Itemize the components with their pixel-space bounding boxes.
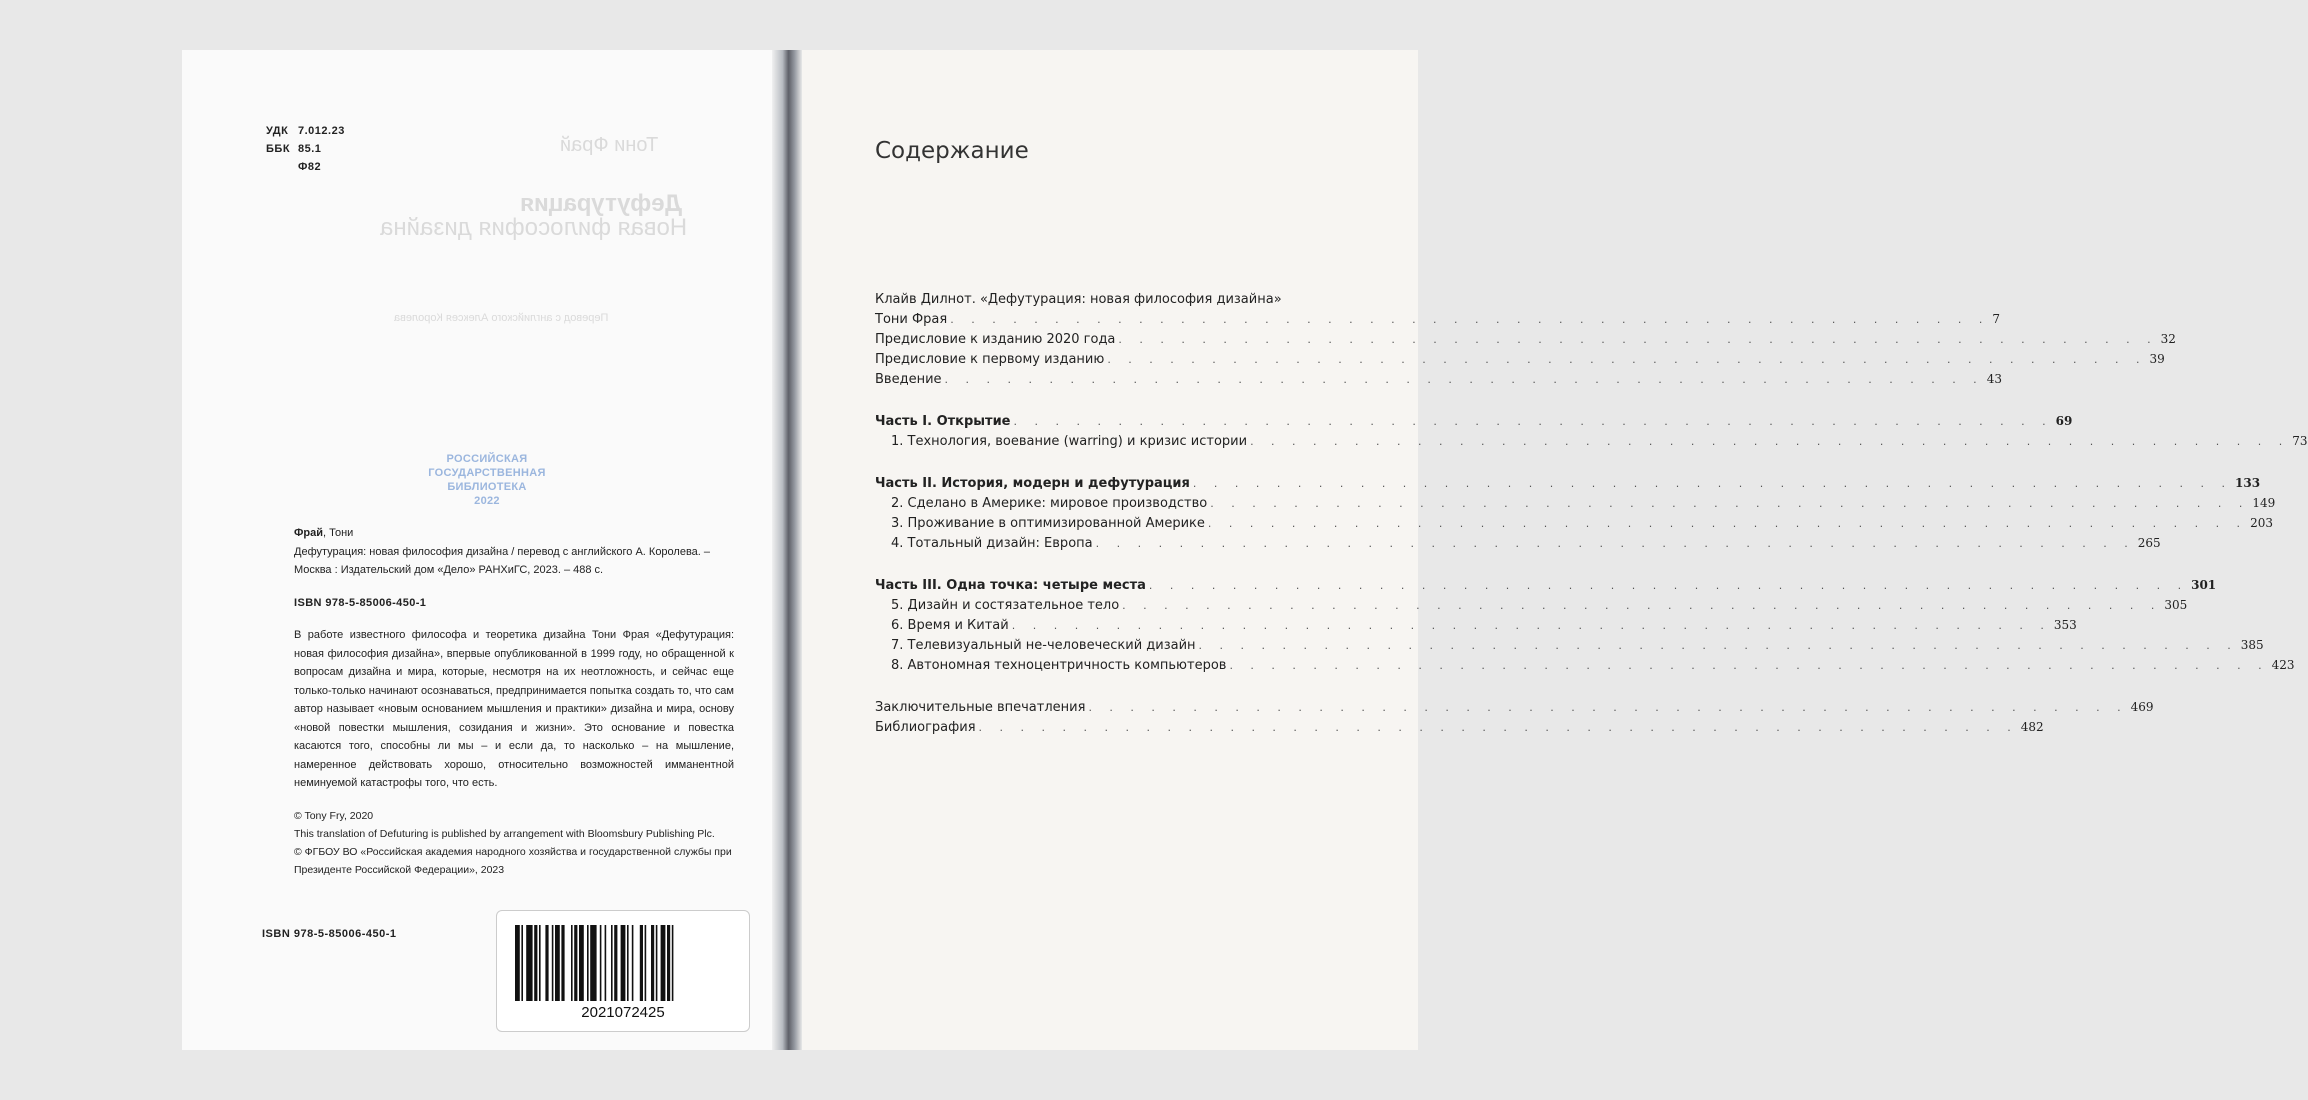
- toc-entry-title: Тони Фрая: [875, 312, 948, 327]
- book-gutter: [772, 50, 802, 1050]
- toc-entry: [875, 372, 2002, 392]
- toc-entry: [875, 434, 2308, 454]
- barcode-bar: [539, 925, 541, 1001]
- toc-leader-dots: . . . . . . . . . . . . . . . . . . . . . . . . . . . . . . . . . . . . . . . . . . . . . . . . . .: [1210, 497, 2250, 510]
- toc-leader-dots: . . . . . . . . . . . . . . . . . . . . . . . . . . . . . . . . . . . . . . . . . . . . . . . . . .: [1148, 579, 2189, 592]
- toc-entry-title: Введение: [875, 372, 942, 387]
- isbn: ISBN 978-5-85006-450-1: [294, 596, 427, 609]
- bibliographic-record: [294, 524, 734, 879]
- toc-leader-dots: . . . . . . . . . . . . . . . . . . . . . . . . . . . . . . . . . . . . . . . . . . . . . . . . . .: [950, 313, 1990, 326]
- barcode-bar: [552, 925, 554, 1001]
- toc-gap: [875, 556, 1355, 578]
- toc-entry-title: 5. Дизайн и состязательное тело: [891, 598, 1120, 613]
- toc-entry-title: 7. Телевизуальный не-человеческий дизайн: [891, 638, 1196, 653]
- barcode-bar: [545, 925, 548, 1001]
- toc-part-entry: [875, 476, 2261, 496]
- toc-page-number: 385: [2240, 638, 2264, 652]
- udk-code: УДК 7.012.23: [266, 125, 345, 137]
- toc-entry: [875, 352, 2165, 372]
- toc-entry: [875, 516, 2273, 536]
- barcode-bar: [667, 925, 670, 1001]
- bleed-through-title: Дефутурация: [520, 190, 682, 217]
- toc-part-entry: [875, 578, 2217, 598]
- barcode-bar: [627, 925, 629, 1001]
- toc-entry-title: Часть I. Открытие: [875, 414, 1011, 429]
- barcode-icon: [513, 925, 733, 1003]
- contents-page: [802, 50, 2308, 1050]
- bibliographic-description: Дефутурация: новая философия дизайна / перевод с английского А. Королева. – Москва : Издательский дом «Дело» РАНХиГС, 2023. – 488 с.: [294, 545, 711, 576]
- toc-page-number: 305: [2164, 598, 2188, 612]
- toc-leader-dots: . . . . . . . . . . . . . . . . . . . . . . . . . . . . . . . . . . . . . . . . . . . . . . . . . .: [1192, 477, 2233, 490]
- barcode-bar: [574, 925, 577, 1001]
- toc-leader-dots: . . . . . . . . . . . . . . . . . . . . . . . . . . . . . . . . . . . . . . . . . . . . . . . . . .: [1107, 353, 2147, 366]
- barcode-bar: [526, 925, 532, 1001]
- toc-gap: [875, 454, 1355, 476]
- barcode-bar: [656, 925, 658, 1001]
- barcode-bar: [555, 925, 560, 1001]
- barcode-bar: [521, 925, 523, 1001]
- toc-leader-dots: . . . . . . . . . . . . . . . . . . . . . . . . . . . . . . . . . . . . . . . . . . . . . . . . . .: [1250, 435, 2290, 448]
- abstract: В работе известного философа и теоретика дизайна Тони Фрая «Дефутурация: новая философия дизайна», впервые опубликованной в 1999 году, но обращенной к вопросам дизайна и мира, которые, несмотря на их неотложность, и сейчас еще только-только начинают осознаваться, предпринимается попытка создать то, что сам автор называет «новым основанием мышления и практики» дизайна и мира, основу «новой повестки мышления, созидания и жизни». Это основание и повестка касаются того, способны ли мы – и если да, то насколько – на мышление, намеренное действовать хорошо, относительно возможностей имманентной неминуемой катастрофы того, что есть.: [294, 629, 734, 789]
- barcode-bar: [645, 925, 647, 1001]
- toc-leader-dots: . . . . . . . . . . . . . . . . . . . . . . . . . . . . . . . . . . . . . . . . . . . . . . . . . .: [1198, 639, 2238, 652]
- barcode-bar: [651, 925, 654, 1001]
- toc-entry: [875, 720, 2044, 740]
- toc-entry-title: 4. Тотальный дизайн: Европа: [891, 536, 1093, 551]
- barcode-bar: [590, 925, 596, 1001]
- toc-page-number: 69: [2055, 414, 2073, 428]
- barcode-bar: [661, 925, 666, 1001]
- barcode-bar: [515, 925, 520, 1001]
- toc-page-number: 423: [2271, 658, 2295, 672]
- barcode-bar: [600, 925, 602, 1001]
- toc-entry: [875, 312, 2001, 332]
- toc-leader-dots: . . . . . . . . . . . . . . . . . . . . . . . . . . . . . . . . . . . . . . . . . . . . . . . . . .: [1013, 415, 2053, 428]
- toc-page-number: 43: [1986, 372, 2002, 386]
- bleed-through-author: Тони Фрай: [560, 134, 659, 156]
- toc-page-number: 7: [1992, 312, 2001, 326]
- toc-page-number: 482: [2020, 720, 2044, 734]
- author-line: Фрай, Тони: [294, 527, 354, 539]
- copyright-block: © Tony Fry, 2020 This translation of Defuturing is published by arrangement with Bloomsbury Publishing Plc. © ФГБОУ ВО «Российская академия народного хозяйства и государственной службы при Президенте Российской Федерации», 2023: [294, 809, 732, 876]
- bleed-through-subtitle: Новая философия дизайна: [380, 214, 688, 241]
- author-sign: Ф82: [298, 161, 322, 173]
- bleed-through-translator: Перевод с английского Алексея Королева: [394, 312, 609, 324]
- contents-title: Содержание: [875, 138, 1029, 164]
- toc-page-number: 39: [2149, 352, 2165, 366]
- barcode-bar: [579, 925, 584, 1001]
- toc-part-entry: [875, 414, 2073, 434]
- toc-leader-dots: . . . . . . . . . . . . . . . . . . . . . . . . . . . . . . . . . . . . . . . . . . . . . . . . . .: [944, 373, 1984, 386]
- toc-leader-dots: . . . . . . . . . . . . . . . . . . . . . . . . . . . . . . . . . . . . . . . . . . . . . . . . . .: [1088, 701, 2128, 714]
- book-spread: [182, 50, 2308, 1050]
- classification-codes: [266, 122, 345, 176]
- toc-entry-title: Предисловие к первому изданию: [875, 352, 1105, 367]
- toc-entry: [875, 332, 2176, 352]
- toc-page-number: 149: [2252, 496, 2276, 510]
- table-of-contents: [875, 292, 2308, 740]
- toc-entry: [875, 496, 2276, 516]
- toc-entry-title: Библиография: [875, 720, 976, 735]
- barcode-bar: [614, 925, 617, 1001]
- barcode-bar: [571, 925, 573, 1001]
- toc-entry-title: Предисловие к изданию 2020 года: [875, 332, 1116, 347]
- toc-leader-dots: . . . . . . . . . . . . . . . . . . . . . . . . . . . . . . . . . . . . . . . . . . . . . . . . . .: [1118, 333, 2158, 346]
- toc-leader-dots: . . . . . . . . . . . . . . . . . . . . . . . . . . . . . . . . . . . . . . . . . . . . . . . . . .: [1229, 659, 2269, 672]
- toc-entry-title: Заключительные впечатления: [875, 700, 1086, 715]
- bbk-code: ББК 85.1: [266, 143, 322, 155]
- toc-leader-dots: . . . . . . . . . . . . . . . . . . . . . . . . . . . . . . . . . . . . . . . . . . . . . . . . . .: [1122, 599, 2162, 612]
- barcode-sticker: [496, 910, 750, 1032]
- toc-page-number: 133: [2235, 476, 2261, 490]
- toc-entry-title: Клайв Дилнот. «Дефутурация: новая философия дизайна»: [875, 292, 1282, 307]
- toc-leader-dots: . . . . . . . . . . . . . . . . . . . . . . . . . . . . . . . . . . . . . . . . . . . . . . . . . .: [1011, 619, 2051, 632]
- toc-entry: [875, 618, 2077, 638]
- toc-entry: [875, 292, 1355, 312]
- toc-entry: [875, 638, 2264, 658]
- toc-entry-title: 2. Сделано в Америке: мировое производство: [891, 496, 1208, 511]
- toc-page-number: 469: [2130, 700, 2154, 714]
- barcode-bar: [605, 925, 607, 1001]
- toc-entry: [875, 598, 2188, 618]
- toc-leader-dots: . . . . . . . . . . . . . . . . . . . . . . . . . . . . . . . . . . . . . . . . . . . . . . . . . .: [1095, 537, 2135, 550]
- toc-page-number: 32: [2160, 332, 2176, 346]
- toc-leader-dots: . . . . . . . . . . . . . . . . . . . . . . . . . . . . . . . . . . . . . . . . . . . . . . . . . .: [1207, 517, 2248, 530]
- toc-gap: [875, 678, 1355, 700]
- toc-page-number: 203: [2250, 516, 2273, 530]
- barcode-bar: [534, 925, 537, 1001]
- toc-page-number: 301: [2191, 578, 2217, 592]
- barcode-bar: [561, 925, 564, 1001]
- toc-page-number: 265: [2137, 536, 2161, 550]
- toc-entry: [875, 700, 2154, 720]
- barcode-bar: [621, 925, 626, 1001]
- barcode-number: 2021072425: [581, 1004, 665, 1021]
- toc-entry-title: 3. Проживание в оптимизированной Америке: [891, 516, 1205, 531]
- toc-entry-title: 8. Автономная техноцентричность компьютеров: [891, 658, 1227, 673]
- toc-leader-dots: . . . . . . . . . . . . . . . . . . . . . . . . . . . . . . . . . . . . . . . . . . . . . . . . . .: [978, 721, 2018, 734]
- toc-entry-title: Часть III. Одна точка: четыре места: [875, 578, 1146, 593]
- toc-entry-title: 6. Время и Китай: [891, 618, 1009, 633]
- barcode-bar: [640, 925, 643, 1001]
- barcode-bar: [611, 925, 613, 1001]
- toc-entry-title: 1. Технология, воевание (warring) и кризис истории: [891, 434, 1248, 449]
- toc-page-number: 73: [2292, 434, 2308, 448]
- toc-entry: [875, 658, 2295, 678]
- toc-gap: [875, 392, 1355, 414]
- library-stamp: РОССИЙСКАЯ ГОСУДАРСТВЕННАЯ БИБЛИОТЕКА 2022: [428, 453, 546, 507]
- isbn-bottom: ISBN 978-5-85006-450-1: [262, 928, 397, 940]
- toc-entry-title: Часть II. История, модерн и дефутурация: [875, 476, 1190, 491]
- imprint-page: [182, 50, 792, 1050]
- toc-entry: [875, 536, 2161, 556]
- barcode-bar: [672, 925, 674, 1001]
- toc-page-number: 353: [2053, 618, 2077, 632]
- barcode-bar: [587, 925, 589, 1001]
- barcode-bar: [632, 925, 634, 1001]
